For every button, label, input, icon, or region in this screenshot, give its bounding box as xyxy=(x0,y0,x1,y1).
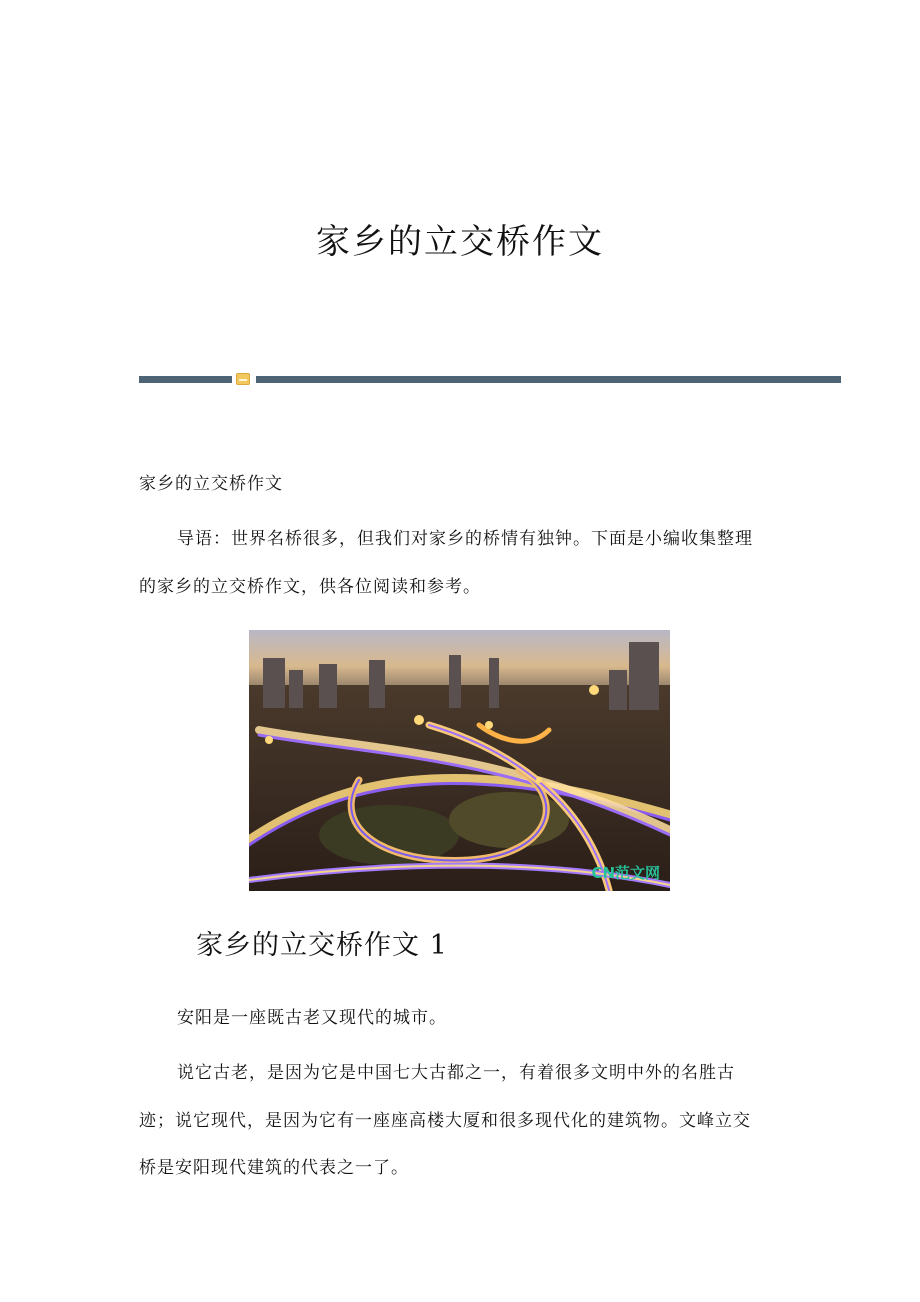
intro-line-1: 导语：世界名桥很多，但我们对家乡的桥情有独钟。下面是小编收集整理 xyxy=(177,529,753,549)
document-title: 家乡的立交桥作文 xyxy=(316,222,604,262)
section-heading: 家乡的立交桥作文 1 xyxy=(196,930,448,961)
title-divider xyxy=(139,372,841,386)
paragraph-2-line-2: 迹；说它现代，是因为它有一座座高楼大厦和很多现代化的建筑物。文峰立交 xyxy=(139,1111,751,1131)
interchange-photo xyxy=(249,630,670,891)
intro-line-2: 的家乡的立交桥作文，供各位阅读和参考。 xyxy=(139,577,481,597)
paragraph-2-line-3: 桥是安阳现代建筑的代表之一了。 xyxy=(139,1158,409,1178)
divider-ornament-icon xyxy=(236,373,250,385)
paragraph-2-line-1: 说它古老，是因为它是中国七大古都之一，有着很多文明中外的名胜古 xyxy=(177,1063,735,1083)
photo-watermark: CN范文网 xyxy=(591,864,660,882)
divider-bar-right xyxy=(256,376,841,383)
paragraph-1: 安阳是一座既古老又现代的城市。 xyxy=(177,1008,447,1028)
subtitle-line: 家乡的立交桥作文 xyxy=(139,474,283,494)
divider-bar-left xyxy=(139,376,232,383)
photo-icon xyxy=(249,630,670,891)
